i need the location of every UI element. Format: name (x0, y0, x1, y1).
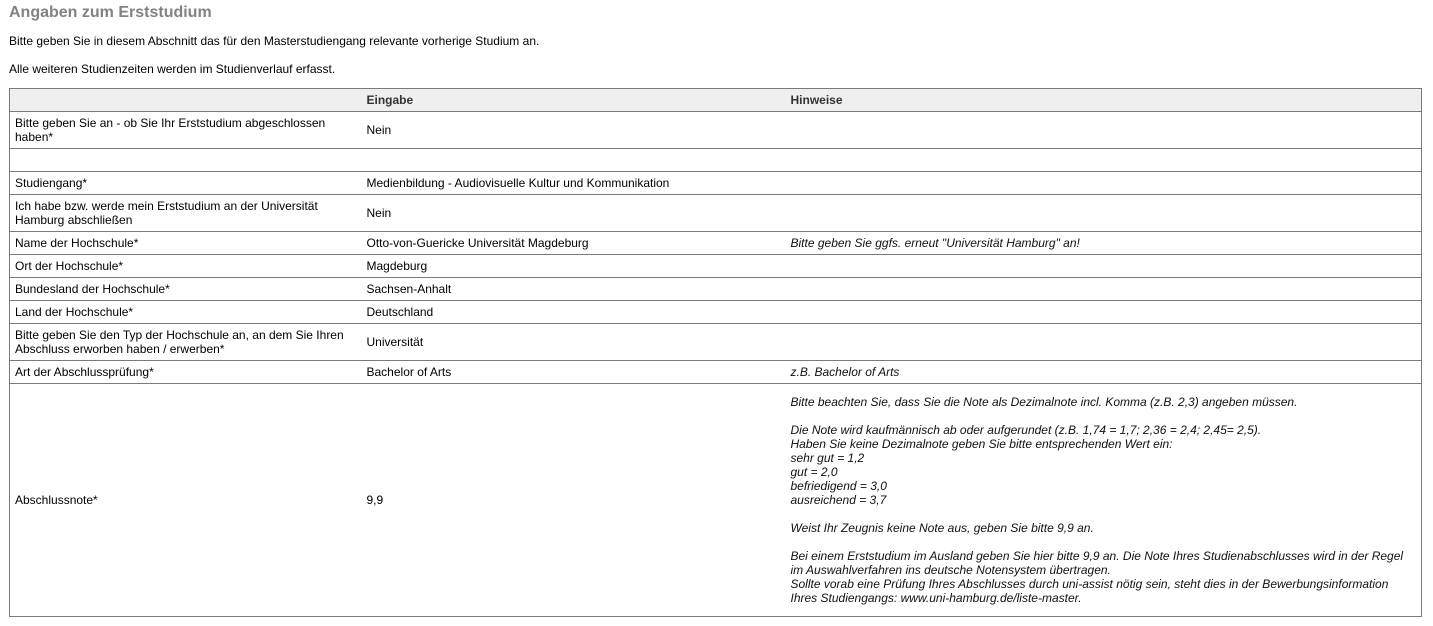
table-row-ort-hochschule (10, 255, 1422, 278)
row-hint (786, 112, 1422, 149)
hint-line: Haben Sie keine Dezimalnote geben Sie bitte entsprechenden Wert ein: (790, 437, 1173, 451)
row-hint (786, 149, 1422, 172)
row-value: Sachsen-Anhalt (362, 278, 786, 301)
table-row-art-abschlusspruefung (10, 361, 1422, 384)
table-row-name-hochschule (10, 232, 1422, 255)
hint-line: Die Note wird kaufmännisch ab oder aufgerundet (z.B. 1,74 = 1,7; 2,36 = 2,4; 2,45= 2,5). (790, 423, 1262, 437)
table-row-bundesland-hochschule (10, 278, 1422, 301)
column-header-hinweise: Hinweise (786, 89, 1422, 112)
table-row-studiengang (10, 172, 1422, 195)
page-title: Angaben zum Erststudium (9, 4, 212, 21)
hint-line: Weist Ihr Zeugnis keine Note aus, geben Sie bitte 9,9 an. (790, 521, 1094, 535)
row-value: Nein (362, 112, 786, 149)
column-header-eingabe: Eingabe (362, 89, 786, 112)
row-hint (786, 278, 1422, 301)
row-hint (786, 384, 1422, 617)
row-label: Bitte geben Sie den Typ der Hochschule an, an dem Sie Ihren Abschluss erworben haben / erwerben* (10, 324, 362, 361)
row-value: Nein (362, 195, 786, 232)
erststudium-table (9, 88, 1422, 617)
row-label: Bitte geben Sie an - ob Sie Ihr Erststudium abgeschlossen haben* (10, 112, 362, 149)
row-label: Ich habe bzw. werde mein Erststudium an der Universität Hamburg abschließen (10, 195, 362, 232)
row-label (10, 149, 362, 172)
row-hint (786, 172, 1422, 195)
row-label: Abschlussnote* (10, 384, 362, 617)
table-row-erststudium-abgeschlossen (10, 112, 1422, 149)
row-label: Bundesland der Hochschule* (10, 278, 362, 301)
hint-line: ausreichend = 3,7 (790, 493, 887, 507)
row-label: Name der Hochschule* (10, 232, 362, 255)
table-row-typ-hochschule (10, 324, 1422, 361)
hint-line: Sollte vorab eine Prüfung Ihres Abschlusses durch uni-assist nötig sein, steht dies in der Bewerbungsinformation Ihres Studiengangs: www.uni-hamburg.de/liste-master. (790, 577, 1389, 605)
row-label: Studiengang* (10, 172, 362, 195)
hint-spacer (791, 535, 1417, 549)
row-hint (786, 301, 1422, 324)
intro-text-2: Alle weiteren Studienzeiten werden im Studienverlauf erfasst. (9, 62, 336, 76)
intro-text-1: Bitte geben Sie in diesem Abschnitt das für den Masterstudiengang relevante vorherige Studium an. (9, 34, 540, 48)
row-value (362, 149, 786, 172)
hint-spacer (791, 409, 1417, 423)
row-hint (786, 195, 1422, 232)
row-hint: z.B. Bachelor of Arts (786, 361, 1422, 384)
row-hint (786, 255, 1422, 278)
table-header-row (10, 89, 1422, 112)
row-label: Art der Abschlussprüfung* (10, 361, 362, 384)
hint-line: Bei einem Erststudium im Ausland geben Sie hier bitte 9,9 an. Die Note Ihres Studienabschlusses wird in der Regel im Auswahlverfahren ins deutsche Notensystem übertragen. (790, 549, 1404, 577)
hint-line: gut = 2,0 (790, 465, 838, 479)
row-hint (786, 324, 1422, 361)
table-row-land-hochschule (10, 301, 1422, 324)
row-hint: Bitte geben Sie ggfs. erneut "Universität Hamburg" an! (786, 232, 1422, 255)
row-value: Bachelor of Arts (362, 361, 786, 384)
hint-line: Bitte beachten Sie, dass Sie die Note als Dezimalnote incl. Komma (z.B. 2,3) angeben müssen. (790, 395, 1298, 409)
table-row-spacer (10, 149, 1422, 172)
row-value: Magdeburg (362, 255, 786, 278)
row-label: Land der Hochschule* (10, 301, 362, 324)
table-row-abschlussnote (10, 384, 1422, 617)
row-value: Otto-von-Guericke Universität Magdeburg (362, 232, 786, 255)
hint-spacer (791, 507, 1417, 521)
hint-line: sehr gut = 1,2 (790, 451, 865, 465)
table-row-uhh-abschluss (10, 195, 1422, 232)
row-value: Medienbildung - Audiovisuelle Kultur und Kommunikation (362, 172, 786, 195)
row-value: 9,9 (362, 384, 786, 617)
column-header-label (10, 89, 362, 112)
row-value: Universität (362, 324, 786, 361)
row-value: Deutschland (362, 301, 786, 324)
hint-line: befriedigend = 3,0 (790, 479, 887, 493)
row-label: Ort der Hochschule* (10, 255, 362, 278)
